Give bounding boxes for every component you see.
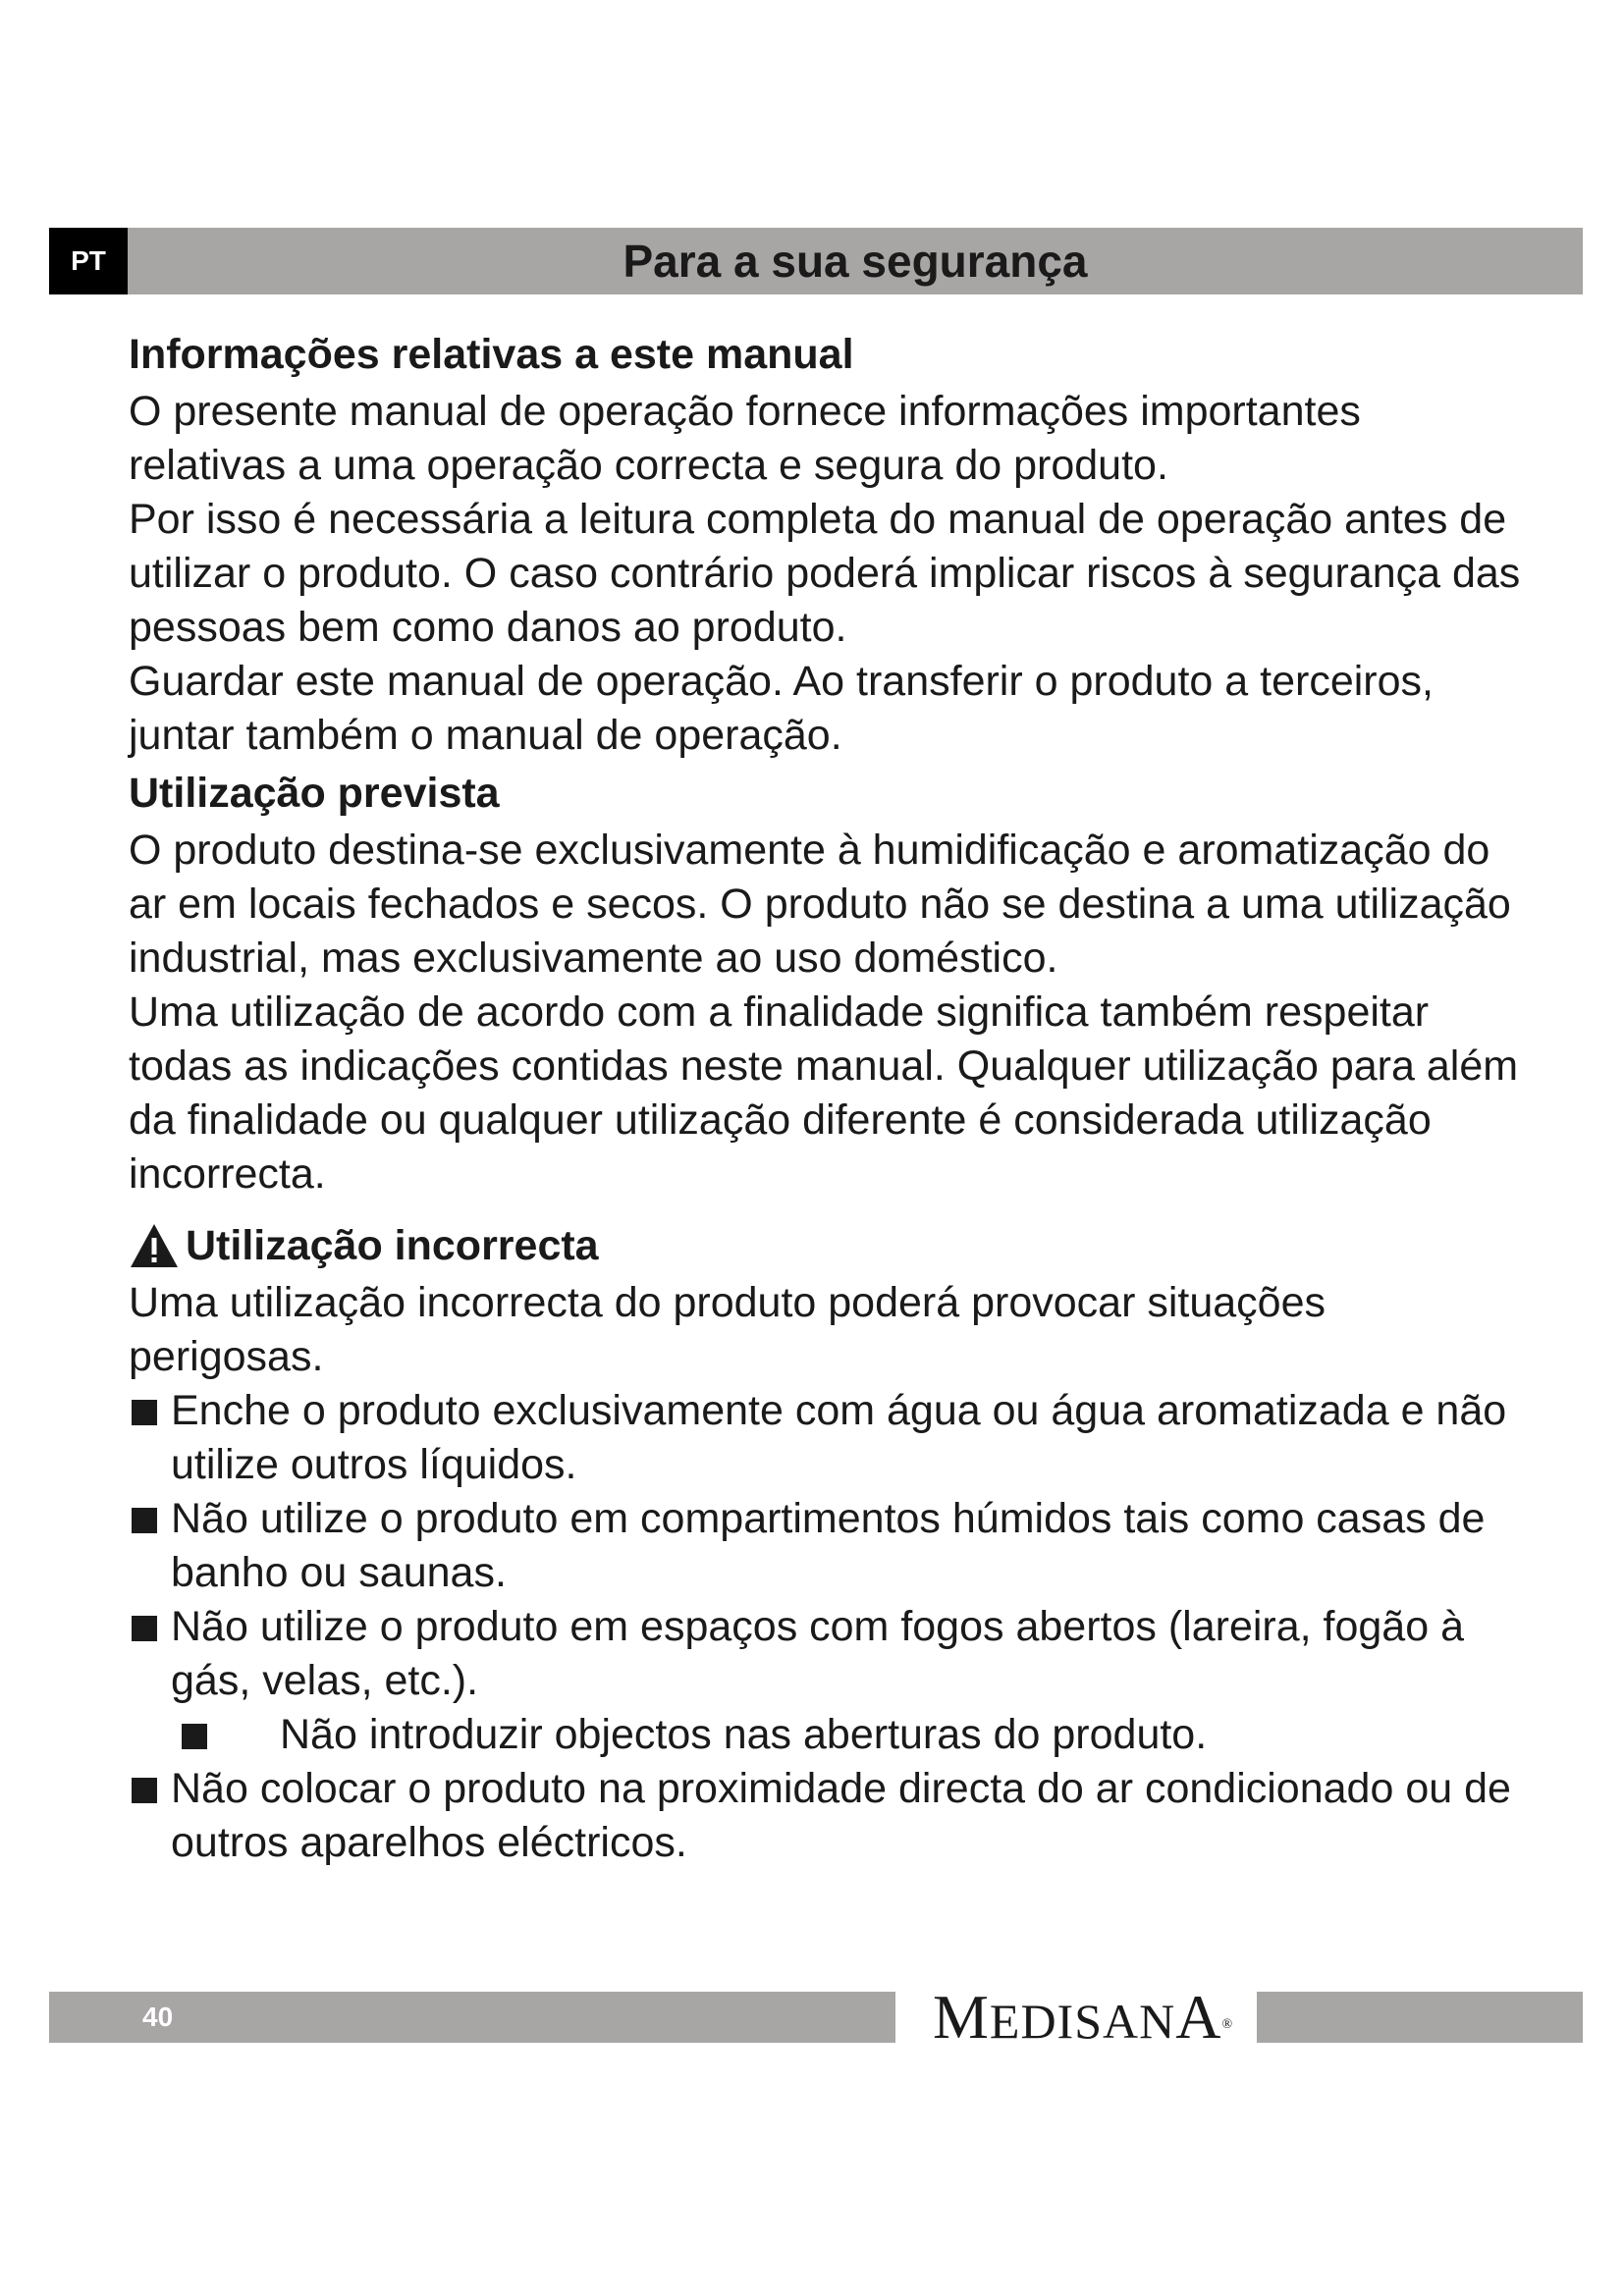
- misuse-list: [129, 1384, 1523, 1870]
- paragraph: Guardar este manual de operação. Ao transferir o produto a terceiros, juntar também o manual de operação.: [129, 658, 1434, 759]
- list-item: Não colocar o produto na proximidade directa do ar condicionado ou de outros aparelhos eléctricos.: [129, 1762, 1523, 1870]
- paragraph: Uma utilização de acordo com a finalidade significa também respeitar todas as indicações contidas neste manual. Qualquer utilização para além da finalidade ou qualquer utilização diferente é considerada utilização incorrecta.: [129, 988, 1519, 1198]
- page-number: 40: [142, 2002, 174, 2032]
- square-bullet-icon: [132, 1778, 157, 1803]
- footer-bar-right: [1257, 1992, 1583, 2043]
- footer-bar-left: [49, 1992, 895, 2043]
- square-bullet-icon: [182, 1724, 207, 1749]
- paragraph: O presente manual de operação fornece informações importantes relativas a uma operação correcta e segura do produto.: [129, 388, 1361, 489]
- page-title: Para a sua segurança: [128, 228, 1583, 294]
- main-content: [129, 324, 1523, 1870]
- section-heading-misuse-row: [129, 1215, 1523, 1276]
- square-bullet-icon: [132, 1616, 157, 1641]
- paragraph: Por isso é necessária a leitura completa do manual de operação antes de utilizar o produto. O caso contrário poderá implicar riscos à segurança das pessoas bem como danos ao produto.: [129, 496, 1521, 651]
- paragraph: O produto destina-se exclusivamente à humidificação e aromatização do ar em locais fechados e secos. O produto não se destina a uma utilização industrial, mas exclusivamente ao uso doméstico.: [129, 827, 1511, 982]
- square-bullet-icon: [132, 1400, 157, 1425]
- section-heading-manual: Informações relativas a este manual: [129, 331, 854, 378]
- brand-logo: MEDISANA®: [933, 1982, 1234, 2052]
- list-item: Não utilize o produto em espaços com fogos abertos (lareira, fogão à gás, velas, etc.).: [129, 1600, 1523, 1708]
- paragraph: Uma utilização incorrecta do produto poderá provocar situações perigosas.: [129, 1279, 1326, 1380]
- square-bullet-icon: [132, 1508, 157, 1533]
- list-item: Não utilize o produto em compartimentos húmidos tais como casas de banho ou saunas.: [129, 1492, 1523, 1600]
- warning-triangle-icon: [129, 1222, 180, 1269]
- section-heading-misuse: Utilização incorrecta: [186, 1222, 599, 1269]
- list-item: Não introduzir objectos nas aberturas do produto.: [129, 1708, 1523, 1762]
- language-tab: PT: [49, 228, 128, 294]
- list-item: Enche o produto exclusivamente com água ou água aromatizada e não utilize outros líquidos.: [129, 1384, 1523, 1492]
- section-heading-intended-use: Utilização prevista: [129, 770, 500, 817]
